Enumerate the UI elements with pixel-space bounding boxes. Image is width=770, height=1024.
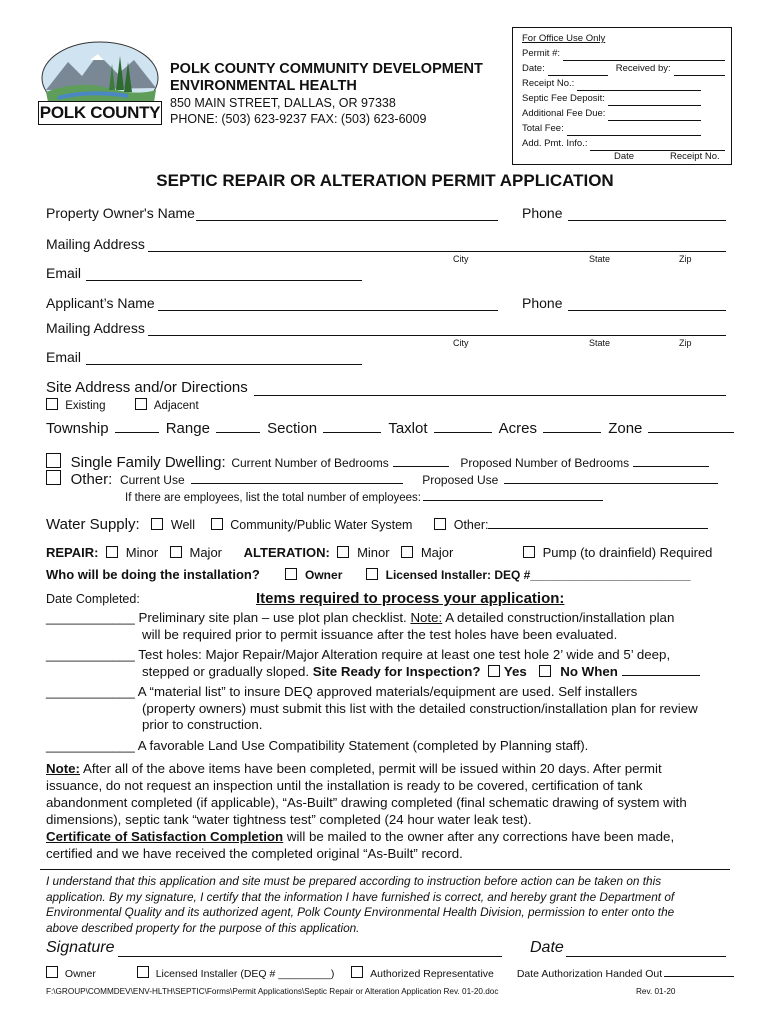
signature-field[interactable] xyxy=(118,956,502,957)
adjacent-label: Adjacent xyxy=(153,400,199,412)
adjacent-checkbox[interactable] xyxy=(135,398,147,410)
inspection-no-label: No When xyxy=(560,663,618,679)
current-use-label: Current Use xyxy=(119,473,185,487)
zone-field[interactable] xyxy=(648,432,734,433)
repair-major-label: Major xyxy=(189,545,223,560)
footer-revision: Rev. 01-20 xyxy=(636,987,676,996)
owner-email-field[interactable] xyxy=(86,280,362,281)
note-line-4: dimensions), septic tank “water tightness test” completed (24 hour water leak test). xyxy=(46,812,532,827)
date-completed-label: Date Completed: xyxy=(46,592,140,606)
site-address-label: Site Address and/or Directions xyxy=(46,379,248,396)
owner-name-label: Property Owner's Name xyxy=(46,205,195,221)
alteration-major-label: Major xyxy=(420,545,454,560)
site-address-field[interactable] xyxy=(254,395,726,396)
inspection-yes-checkbox[interactable] xyxy=(488,665,500,677)
item3-text-c: prior to construction. xyxy=(142,717,263,732)
item1-note: Note: xyxy=(410,610,443,625)
office-permit-field[interactable] xyxy=(563,46,725,61)
install-licensed-label: Licensed Installer: DEQ #________________________ xyxy=(385,568,691,582)
employees-label: If there are employees, list the total number of employees: xyxy=(125,492,421,504)
owner-phone-label: Phone xyxy=(522,205,563,221)
well-checkbox[interactable] xyxy=(151,518,163,530)
range-label: Range xyxy=(165,420,210,437)
office-total-fee-field[interactable] xyxy=(567,121,701,136)
current-bedrooms-label: Current Number of Bedrooms xyxy=(231,456,389,470)
office-received-field[interactable] xyxy=(674,61,725,76)
department-line-2: ENVIRONMENTAL HEALTH xyxy=(170,78,357,94)
community-water-label: Community/Public Water System xyxy=(230,518,413,532)
logo-text: POLK COUNTY xyxy=(38,101,162,125)
statement-line-3: Environmental Quality and its authorized agent, Polk County Environmental Health Division, permission to enter onto the xyxy=(46,905,675,919)
proposed-bedrooms-label: Proposed Number of Bedrooms xyxy=(460,456,630,470)
office-septic-fee-label: Septic Fee Deposit: xyxy=(522,93,605,104)
office-date-field[interactable] xyxy=(548,61,608,76)
water-supply-label: Water Supply: xyxy=(46,516,140,533)
signature-date-field[interactable] xyxy=(566,956,726,957)
item3-blank[interactable]: ____________ xyxy=(46,684,135,699)
note-label: Note: xyxy=(46,761,80,776)
applicant-phone-label: Phone xyxy=(522,295,563,311)
office-add-pmt-label: Add. Pmt. Info.: xyxy=(522,138,588,149)
inspection-when-field[interactable] xyxy=(622,675,700,676)
repair-minor-checkbox[interactable] xyxy=(106,546,118,558)
item2-text-a: Test holes: Major Repair/Major Alteration require at least one test hole 2’ wide and 5’ deep, xyxy=(138,647,671,662)
statement-line-1: I understand that this application and site must be prepared according to instruction before action can be taken on this xyxy=(46,874,662,888)
community-water-checkbox[interactable] xyxy=(211,518,223,530)
township-label: Township xyxy=(46,420,109,437)
statement-block xyxy=(46,874,736,936)
owner-phone-field[interactable] xyxy=(568,220,726,221)
date-handed-label: Date Authorization Handed Out xyxy=(516,968,663,980)
pump-checkbox[interactable] xyxy=(523,546,535,558)
office-col-receipt: Receipt No. xyxy=(670,151,720,162)
taxlot-label: Taxlot xyxy=(388,420,428,437)
office-use-box xyxy=(512,27,732,165)
applicant-email-field[interactable] xyxy=(86,364,362,365)
install-owner-label: Owner xyxy=(305,568,343,582)
statement-divider xyxy=(40,869,730,870)
owner-zip-caption: Zip xyxy=(679,254,692,264)
office-permit-label: Permit #: xyxy=(522,48,561,59)
statement-line-2: application. By my signature, I certify that the information I have furnished is correct, and hereby grant the Department of xyxy=(46,889,675,904)
other-water-checkbox[interactable] xyxy=(434,518,446,530)
existing-label: Existing xyxy=(65,400,106,412)
taxlot-field[interactable] xyxy=(434,432,492,433)
item1-blank[interactable]: ____________ xyxy=(46,610,135,625)
department-address: 850 MAIN STREET, DALLAS, OR 97338 xyxy=(170,96,396,110)
repair-major-checkbox[interactable] xyxy=(170,546,182,558)
acres-label: Acres xyxy=(498,420,538,437)
office-septic-fee-field[interactable] xyxy=(608,91,701,106)
repair-minor-label: Minor xyxy=(125,545,159,560)
item1-text-c: will be required prior to permit issuance after the test holes have been evaluated. xyxy=(142,626,618,642)
applicant-mailing-label: Mailing Address xyxy=(46,320,145,336)
alteration-minor-checkbox[interactable] xyxy=(337,546,349,558)
range-field[interactable] xyxy=(216,432,260,433)
proposed-bedrooms-field[interactable] xyxy=(633,466,709,467)
repair-label: REPAIR: xyxy=(46,545,99,560)
item3-text-b: (property owners) must submit this list with the detailed construction/installation plan for review xyxy=(142,700,698,716)
signer-licensed-label: Licensed Installer (DEQ # _________) xyxy=(155,968,335,980)
installation-question: Who will be doing the installation? xyxy=(46,567,260,582)
owner-mailing-field[interactable] xyxy=(148,251,726,252)
employees-field[interactable] xyxy=(423,500,603,501)
form-title: SEPTIC REPAIR OR ALTERATION PERMIT APPLICATION xyxy=(156,171,614,190)
alteration-major-checkbox[interactable] xyxy=(401,546,413,558)
department-name xyxy=(170,61,483,95)
note-line-1: After all of the above items have been completed, permit will be issued within 20 days. After permit xyxy=(79,761,662,776)
signer-authorized-checkbox[interactable] xyxy=(351,966,363,978)
applicant-phone-field[interactable] xyxy=(568,310,726,311)
other-dwelling-label: Other: xyxy=(70,471,113,488)
signer-owner-checkbox[interactable] xyxy=(46,966,58,978)
department-phone: PHONE: (503) 623-9237 FAX: (503) 623-6009 xyxy=(170,112,427,126)
owner-state-caption: State xyxy=(589,254,611,264)
inspection-no-checkbox[interactable] xyxy=(539,665,551,677)
note-line-2: issuance, do not request an inspection until the installation is ready to be covered, certification of tank xyxy=(46,778,643,793)
date-label: Date xyxy=(530,939,564,956)
applicant-name-field[interactable] xyxy=(158,310,498,311)
applicant-name-label: Applicant’s Name xyxy=(46,295,155,311)
other-water-label: Other: xyxy=(453,518,489,532)
note-line-3: abandonment completed (if applicable), “As-Built” drawing completed (final schematic drawing of system with xyxy=(46,795,687,810)
signer-licensed-checkbox[interactable] xyxy=(137,966,149,978)
section-field[interactable] xyxy=(323,432,381,433)
office-use-title: For Office Use Only xyxy=(522,33,606,44)
zone-label: Zone xyxy=(608,420,643,437)
office-additional-fee-field[interactable] xyxy=(608,106,701,121)
applicant-city-caption: City xyxy=(453,338,469,348)
department-line-1: POLK COUNTY COMMUNITY DEVELOPMENT xyxy=(170,61,483,77)
note-line-6: certified and we have received the completed original “As-Built” record. xyxy=(46,846,463,861)
office-received-label: Received by: xyxy=(615,63,671,74)
inspection-yes-label: Yes xyxy=(503,663,527,679)
office-col-date: Date xyxy=(614,151,635,162)
single-family-label: Single Family Dwelling: xyxy=(70,454,226,471)
item4-blank[interactable]: ____________ xyxy=(46,737,135,753)
proposed-use-label: Proposed Use xyxy=(422,473,499,487)
item1-text-b: A detailed construction/installation plan xyxy=(442,610,675,625)
office-receipt-label: Receipt No.: xyxy=(522,78,575,89)
item3-text-a: A “material list” to insure DEQ approved materials/equipment are used. Self installers xyxy=(137,684,638,699)
certificate-text: will be mailed to the owner after any corrections have been made, xyxy=(283,829,675,844)
statement-line-4: above described property for the purpose of this application. xyxy=(46,920,360,935)
pump-label: Pump (to drainfield) Required xyxy=(542,545,713,560)
signature-label: Signature xyxy=(46,939,115,956)
owner-city-caption: City xyxy=(453,254,469,264)
items-heading: Items required to process your application: xyxy=(256,590,565,607)
owner-email-label: Email xyxy=(46,265,82,281)
footer-file-path: F:\GROUP\COMMDEV\ENV-HLTH\SEPTIC\Forms\Permit Applications\Septic Repair or Alteration Application Rev. 01-20.doc xyxy=(46,987,499,996)
applicant-email-label: Email xyxy=(46,349,82,365)
alteration-label: ALTERATION: xyxy=(243,545,330,560)
office-date-label: Date: xyxy=(522,63,545,74)
existing-checkbox[interactable] xyxy=(46,398,58,410)
applicant-state-caption: State xyxy=(589,338,611,348)
install-licensed-checkbox[interactable] xyxy=(366,568,378,580)
note-block xyxy=(46,760,736,862)
certificate-label: Certificate of Satisfaction Completion xyxy=(46,829,284,844)
single-family-checkbox[interactable] xyxy=(46,453,61,468)
item2-blank[interactable]: ____________ xyxy=(46,647,135,662)
item1-text-a: Preliminary site plan – use plot plan checklist. xyxy=(138,610,411,625)
well-label: Well xyxy=(170,518,195,532)
other-dwelling-checkbox[interactable] xyxy=(46,470,61,485)
owner-name-field[interactable] xyxy=(196,220,498,221)
current-use-field[interactable] xyxy=(191,483,403,484)
install-owner-checkbox[interactable] xyxy=(285,568,297,580)
signer-authorized-label: Authorized Representative xyxy=(370,968,494,980)
office-total-fee-label: Total Fee: xyxy=(522,123,564,134)
applicant-mailing-field[interactable] xyxy=(148,335,726,336)
office-receipt-field[interactable] xyxy=(577,76,701,91)
section-label: Section xyxy=(267,420,318,437)
acres-field[interactable] xyxy=(543,432,601,433)
date-handed-field[interactable] xyxy=(664,976,734,977)
alteration-minor-label: Minor xyxy=(357,545,390,560)
item2-ready: Site Ready for Inspection? xyxy=(312,663,481,679)
other-water-field[interactable] xyxy=(488,528,708,529)
current-bedrooms-field[interactable] xyxy=(393,466,449,467)
items-list xyxy=(46,610,736,754)
office-additional-fee-label: Additional Fee Due: xyxy=(522,108,606,119)
township-field[interactable] xyxy=(115,432,159,433)
item4-text: A favorable Land Use Compatibility Statement (completed by Planning staff). xyxy=(137,737,589,753)
owner-mailing-label: Mailing Address xyxy=(46,236,145,252)
applicant-zip-caption: Zip xyxy=(679,338,692,348)
signer-owner-label: Owner xyxy=(64,968,96,980)
proposed-use-field[interactable] xyxy=(504,483,718,484)
item2-text-b: stepped or gradually sloped. xyxy=(142,663,313,679)
